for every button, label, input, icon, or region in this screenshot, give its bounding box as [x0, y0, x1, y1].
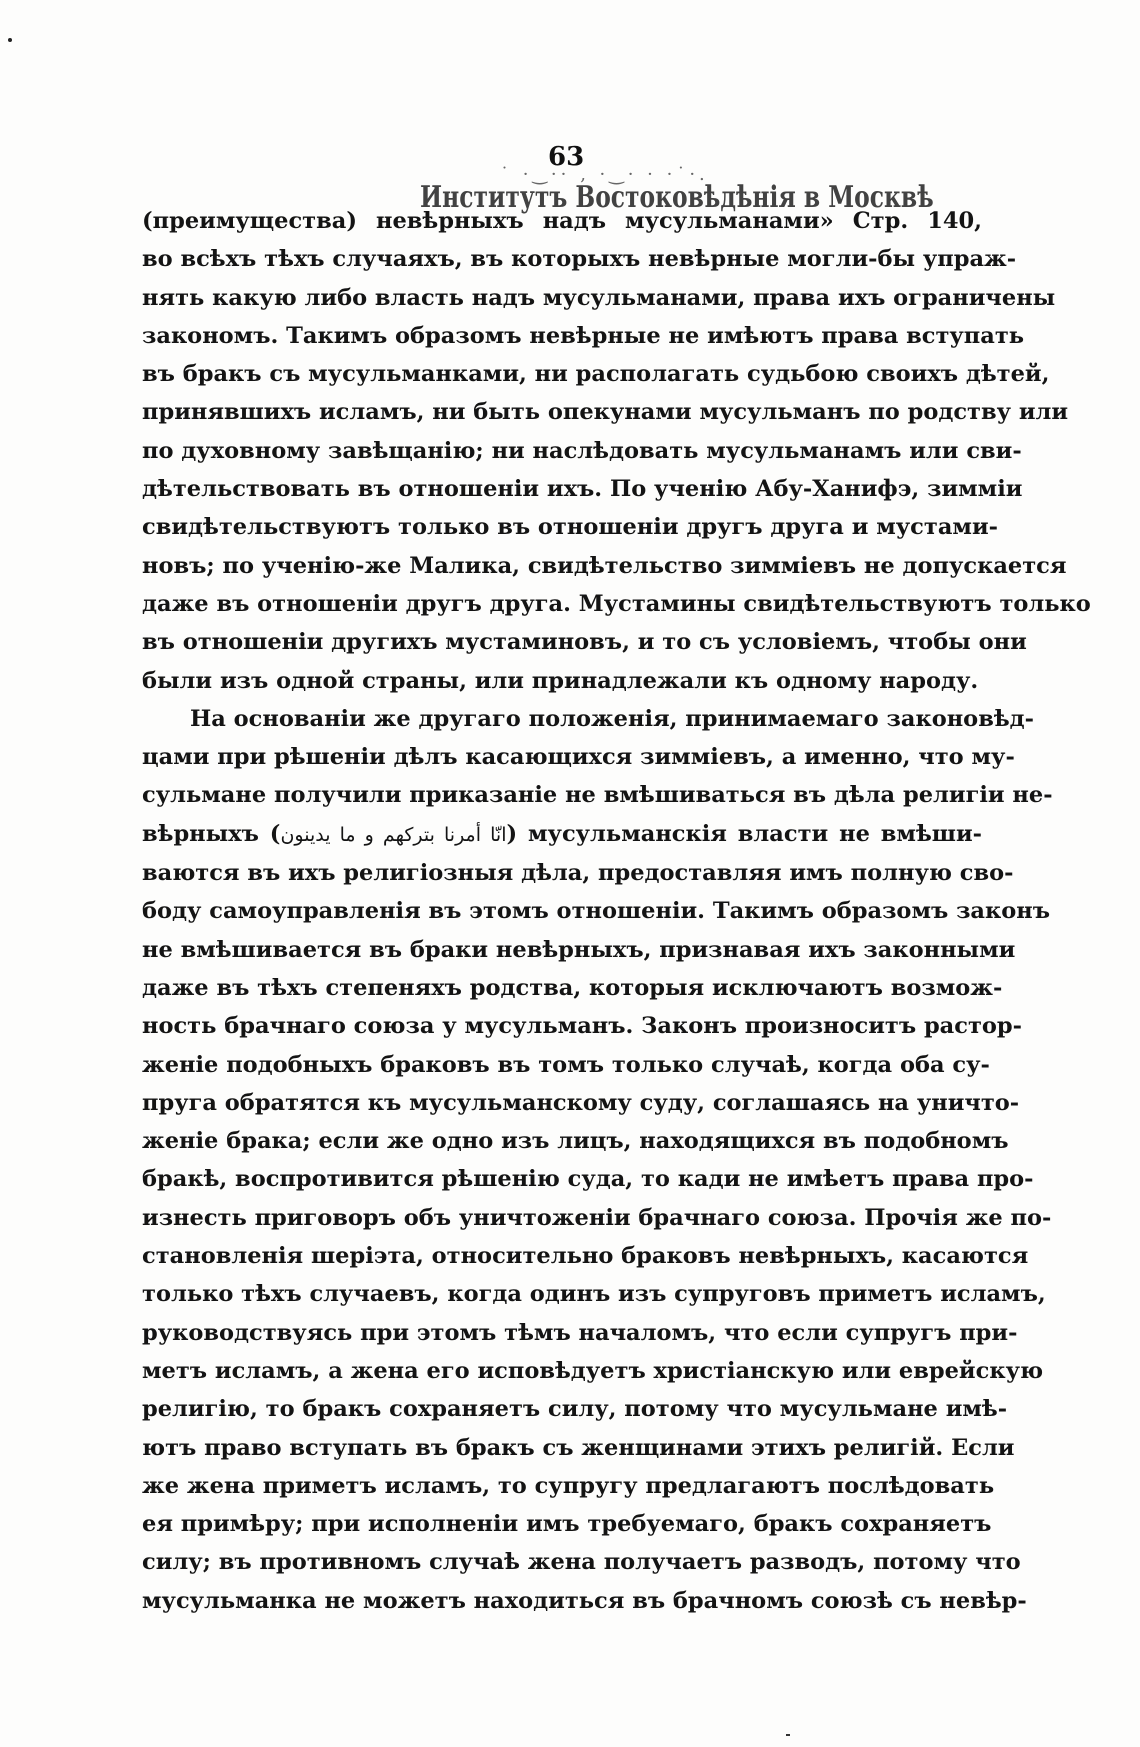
- text-line: (преимущества) невѣрныхъ надъ мусульманами» Стр. 140,: [142, 208, 982, 234]
- text-line: закономъ. Такимъ образомъ невѣрные не имѣютъ права вступать: [142, 322, 1025, 349]
- paragraph-1: [142, 202, 1091, 700]
- bottom-speck: [786, 1734, 790, 1736]
- arabic-line-after: ) мусульманскія власти не вмѣши-: [506, 820, 982, 847]
- text-line: только тѣхъ случаевъ, когда одинъ изъ супруговъ приметъ исламъ,: [142, 1281, 1046, 1308]
- text-line: были изъ одной страны, или принадлежали къ одному народу.: [142, 667, 979, 694]
- text-line: во всѣхъ тѣхъ случаяхъ, въ которыхъ невѣрные могли-бы упраж-: [142, 246, 1017, 273]
- text-line: женіе подобныхъ браковъ въ томъ только случаѣ, когда оба су-: [142, 1051, 990, 1078]
- text-line: бракѣ, воспротивится рѣшенію суда, то кади не имѣетъ права про-: [142, 1166, 1034, 1193]
- text-line: метъ исламъ, а жена его исповѣдуетъ христіанскую или еврейскую: [142, 1357, 1044, 1384]
- text-line-with-arabic: [142, 815, 982, 854]
- library-stamp: Институтъ Востоковѣдѣнія в Москвѣ: [420, 180, 934, 215]
- paragraph-2: [142, 700, 1053, 1620]
- text-line: же жена приметъ исламъ, то супругу предлагаютъ послѣдовать: [142, 1472, 995, 1499]
- text-line: нять какую либо власть надъ мусульманами, права ихъ ограничены: [142, 284, 1056, 311]
- text-line: На основаніи же другаго положенія, принимаемаго законовѣд-: [190, 705, 1034, 732]
- arabic-quotation: انّا أمرنا بتركهم و ما يدينون: [280, 823, 507, 846]
- text-line: цами при рѣшеніи дѣлъ касающихся зимміевъ, а именно, что му-: [142, 744, 1015, 771]
- text-line: мусульманка не можетъ находиться въ брачномъ союзѣ съ невѣр-: [142, 1587, 1027, 1614]
- text-line: по духовному завѣщанію; ни наслѣдовать мусульманамъ или сви-: [142, 437, 1022, 464]
- text-line: женіе брака; если же одно изъ лицъ, находящихся въ подобномъ: [142, 1128, 1009, 1155]
- text-line: становленія шеріэта, относительно браковъ невѣрныхъ, касаются: [142, 1243, 1029, 1270]
- text-line: религію, то бракъ сохраняетъ силу, потому что мусульмане имѣ-: [142, 1396, 1008, 1423]
- text-line: боду самоуправленія въ этомъ отношеніи. Такимъ образомъ законъ: [142, 898, 1050, 925]
- text-line: пруга обратятся къ мусульманскому суду, соглашаясь на уничто-: [142, 1089, 1020, 1116]
- text-line: принявшихъ исламъ, ни быть опекунами мусульманъ по родству или: [142, 399, 1069, 426]
- text-line: изнесть приговоръ объ уничтоженіи брачнаго союза. Прочія же по-: [142, 1204, 1052, 1231]
- text-line: ютъ право вступать въ бракъ съ женщинами этихъ религій. Если: [142, 1434, 1015, 1461]
- text-line: сульмане получили приказаніе не вмѣшиваться въ дѣла религіи не-: [142, 782, 1053, 809]
- text-line: силу; въ противномъ случаѣ жена получаетъ разводъ, потому что: [142, 1549, 1021, 1576]
- text-line: въ бракъ съ мусульманками, ни располагать судьбою своихъ дѣтей,: [142, 361, 1050, 388]
- page-number: 63: [548, 142, 585, 172]
- text-line: дѣтельствовать въ отношеніи ихъ. По ученію Абу-Ханифэ, зимміи: [142, 476, 1023, 503]
- text-line: даже въ отношеніи другъ друга. Мустамины свидѣтельствуютъ только: [142, 590, 1091, 617]
- body-text: [142, 202, 1091, 1620]
- text-line: новъ; по ученію-же Малика, свидѣтельство зимміевъ не допускается: [142, 552, 1067, 579]
- stamp-flourish: ˙ ·‿·· ‚ ·‿· · ·˙·.: [500, 164, 709, 185]
- text-line: въ отношеніи другихъ мустаминовъ, и то съ условіемъ, чтобы они: [142, 629, 1027, 656]
- text-line: ея примѣру; при исполненіи имъ требуемаго, бракъ сохраняетъ: [142, 1511, 992, 1538]
- arabic-line-before: вѣрныхъ (: [142, 820, 281, 847]
- text-line: даже въ тѣхъ степеняхъ родства, которыя исключаютъ возмож-: [142, 974, 1003, 1001]
- text-line: ность брачнаго союза у мусульманъ. Законъ произноситъ растор-: [142, 1013, 1022, 1040]
- margin-speck: [8, 38, 12, 42]
- text-line: ваются въ ихъ религіозныя дѣла, предоставляя имъ полную сво-: [142, 860, 1014, 887]
- text-line: не вмѣшивается въ браки невѣрныхъ, признавая ихъ законными: [142, 936, 1016, 963]
- text-line: свидѣтельствуютъ только въ отношеніи другъ друга и мустами-: [142, 514, 998, 541]
- text-line: руководствуясь при этомъ тѣмъ началомъ, что если супругъ при-: [142, 1319, 1018, 1346]
